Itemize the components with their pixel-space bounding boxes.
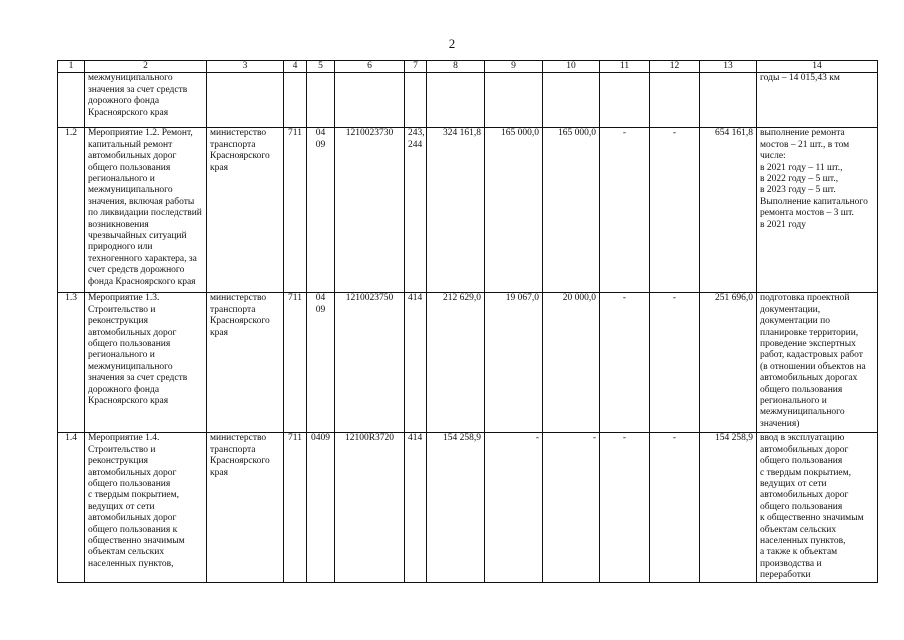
vr-code xyxy=(405,73,427,128)
amount-year-2: 19 067,0 xyxy=(485,293,543,433)
table-row xyxy=(58,433,878,582)
table-row xyxy=(58,73,878,128)
amount-year-1 xyxy=(427,73,485,128)
table-row xyxy=(58,128,878,293)
amount-total: 654 161,8 xyxy=(700,128,757,293)
executor xyxy=(207,73,284,128)
column-number: 11 xyxy=(600,61,650,73)
amount-year-1: 324 161,8 xyxy=(427,128,485,293)
csr-code: 1210023750 xyxy=(335,293,405,433)
column-number: 3 xyxy=(207,61,284,73)
expected-result: выполнение ремонта мостов – 21 шт., в том числе: в 2021 году – 11 шт., в 2022 году – 5 шт., в 2023 году – 5 шт. Выполнение капитального ремонта мостов – 3 шт. в 2021 году xyxy=(757,128,878,293)
amount-year-1: 212 629,0 xyxy=(427,293,485,433)
vr-code: 414 xyxy=(405,433,427,582)
column-number: 5 xyxy=(307,61,335,73)
measure-name: Мероприятие 1.4. Строительство и реконструкция автомобильных дорог общего пользования с твердым покрытием, ведущих от сети автомобильных дорог общего пользования к общественно значимым объектам сельских населенных пунктов, xyxy=(85,433,207,582)
column-number: 12 xyxy=(650,61,700,73)
column-number: 4 xyxy=(284,61,307,73)
row-number xyxy=(58,73,85,128)
amount-year-3 xyxy=(543,73,600,128)
amount-col-12 xyxy=(650,73,700,128)
csr-code: 1210023730 xyxy=(335,128,405,293)
column-number: 10 xyxy=(543,61,600,73)
amount-year-3: 20 000,0 xyxy=(543,293,600,433)
column-number: 7 xyxy=(405,61,427,73)
row-number: 1.4 xyxy=(58,433,85,582)
grbs-code: 711 xyxy=(284,128,307,293)
table-row xyxy=(58,293,878,433)
amount-col-11: - xyxy=(600,128,650,293)
amount-year-2: - xyxy=(485,433,543,582)
amount-year-2: 165 000,0 xyxy=(485,128,543,293)
amount-total: 154 258,9 xyxy=(700,433,757,582)
amount-col-11 xyxy=(600,73,650,128)
column-number: 2 xyxy=(85,61,207,73)
grbs-code xyxy=(284,73,307,128)
column-number-row xyxy=(58,61,878,73)
grbs-code: 711 xyxy=(284,293,307,433)
csr-code: 12100R3720 xyxy=(335,433,405,582)
vr-code: 243, 244 xyxy=(405,128,427,293)
measure-name: межмуниципального значения за счет средств дорожного фонда Красноярского края xyxy=(85,73,207,128)
column-number: 1 xyxy=(58,61,85,73)
row-number: 1.3 xyxy=(58,293,85,433)
amount-col-12: - xyxy=(650,433,700,582)
page-number: 2 xyxy=(448,36,456,51)
csr-code xyxy=(335,73,405,128)
column-number: 6 xyxy=(335,61,405,73)
amount-year-3: - xyxy=(543,433,600,582)
row-number: 1.2 xyxy=(58,128,85,293)
vr-code: 414 xyxy=(405,293,427,433)
expected-result: ввод в эксплуатацию автомобильных дорог общего пользования с твердым покрытием, ведущих от сети автомобильных дорог общего пользования к общественно значимым объектам сельских населенных пунктов, а также к объектам производства и переработки xyxy=(757,433,878,582)
amount-col-12: - xyxy=(650,128,700,293)
column-number: 8 xyxy=(427,61,485,73)
amount-total: 251 696,0 xyxy=(700,293,757,433)
amount-col-12: - xyxy=(650,293,700,433)
measure-name: Мероприятие 1.3. Строительство и реконструкция автомобильных дорог общего пользования регионального и межмуниципального значения за счет средств дорожного фонда Красноярского края xyxy=(85,293,207,433)
rzpr-code xyxy=(307,73,335,128)
executor: министерство транспорта Красноярского края xyxy=(207,433,284,582)
expected-result: годы – 14 015,43 км xyxy=(757,73,878,128)
rzpr-code: 0409 xyxy=(307,433,335,582)
amount-total xyxy=(700,73,757,128)
grbs-code: 711 xyxy=(284,433,307,582)
rzpr-code: 04 09 xyxy=(307,293,335,433)
amount-year-3: 165 000,0 xyxy=(543,128,600,293)
column-number: 13 xyxy=(700,61,757,73)
executor: министерство транспорта Красноярского края xyxy=(207,128,284,293)
executor: министерство транспорта Красноярского края xyxy=(207,293,284,433)
column-number: 9 xyxy=(485,61,543,73)
measure-name: Мероприятие 1.2. Ремонт, капитальный ремонт автомобильных дорог общего пользования регионального и межмуниципального значения, включая работы по ликвидации последствий возникновения чрезвычайных ситуаций природного или техногенного характера, за счет средств дорожного фонда Красноярского края xyxy=(85,128,207,293)
expected-result: подготовка проектной документации, документации по планировке территории, проведение экспертных работ, кадастровых работ (в отношении объектов на автомобильных дорогах общего пользования регионального и межмуниципального значения) xyxy=(757,293,878,433)
column-number: 14 xyxy=(757,61,878,73)
amount-col-11: - xyxy=(600,433,650,582)
amount-year-2 xyxy=(485,73,543,128)
budget-table xyxy=(57,60,878,583)
rzpr-code: 04 09 xyxy=(307,128,335,293)
amount-col-11: - xyxy=(600,293,650,433)
amount-year-1: 154 258,9 xyxy=(427,433,485,582)
